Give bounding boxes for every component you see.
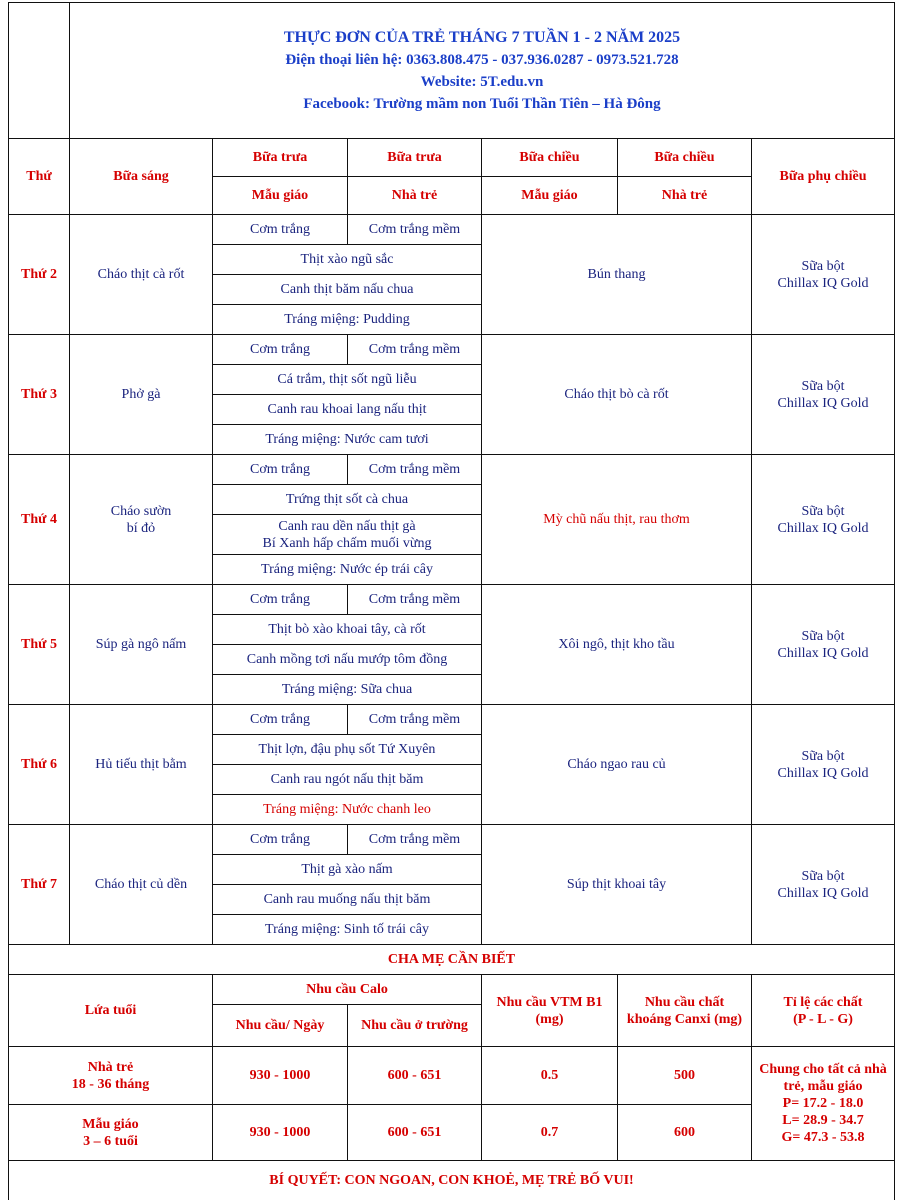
age-line-2: 3 – 6 tuổi — [83, 1133, 138, 1149]
main-dish: Thịt gà xào nấm — [213, 855, 482, 885]
header-cell — [70, 3, 895, 139]
rice-mg: Cơm trắng — [213, 455, 348, 485]
snack-line-2: Chillax IQ Gold — [777, 885, 869, 901]
col-afternoon-nt-sub: Nhà trẻ — [618, 177, 752, 215]
snack-line-1: Sữa bột — [801, 258, 845, 274]
age-line-2: 18 - 36 tháng — [71, 1076, 150, 1092]
rice-nt: Cơm trắng mềm — [348, 215, 482, 245]
ratio-label: Tỉ lệ các chất — [783, 994, 863, 1010]
breakfast-line-1: Cháo sườn — [110, 503, 172, 519]
dessert-dish: Tráng miệng: Pudding — [213, 305, 482, 335]
phone-line: Điện thoại liên hệ: 0363.808.475 - 037.936.0287 - 0973.521.728 — [285, 51, 679, 68]
dessert-dish: Tráng miệng: Sinh tố trái cây — [213, 915, 482, 945]
rice-mg: Cơm trắng — [213, 705, 348, 735]
rice-mg: Cơm trắng — [213, 335, 348, 365]
menu-table — [8, 2, 895, 1200]
snack-line-1: Sữa bột — [801, 503, 845, 519]
afternoon-cell: Súp thịt khoai tây — [482, 825, 752, 945]
day-cell: Thứ 4 — [9, 455, 70, 585]
per-day-value: 930 - 1000 — [213, 1047, 348, 1105]
col-at-school: Nhu cầu ở trường — [348, 1005, 482, 1047]
snack-cell — [752, 585, 895, 705]
menu-title: THỰC ĐƠN CỦA TRẺ THÁNG 7 TUẦN 1 - 2 NĂM 2025 — [283, 28, 681, 46]
soup-dish — [213, 515, 482, 555]
canxi-unit: khoáng Canxi (mg) — [626, 1011, 743, 1027]
breakfast-cell: Hủ tiếu thịt bằm — [70, 705, 213, 825]
soup-line-1: Canh rau dền nấu thịt gà — [278, 518, 416, 534]
dessert-dish: Tráng miệng: Nước ép trái cây — [213, 555, 482, 585]
breakfast-cell: Súp gà ngô nấm — [70, 585, 213, 705]
col-ratio — [752, 975, 895, 1047]
day-cell: Thứ 7 — [9, 825, 70, 945]
snack-line-2: Chillax IQ Gold — [777, 395, 869, 411]
canxi-value: 500 — [618, 1047, 752, 1105]
breakfast-line-2: bí đỏ — [126, 520, 156, 536]
col-calo: Nhu cầu Calo — [213, 975, 482, 1005]
col-afternoon-mg: Bữa chiều — [482, 139, 618, 177]
age-line-1: Mẫu giáo — [82, 1116, 139, 1132]
snack-line-1: Sữa bột — [801, 378, 845, 394]
rice-mg: Cơm trắng — [213, 825, 348, 855]
per-day-value: 930 - 1000 — [213, 1105, 348, 1161]
breakfast-cell — [70, 455, 213, 585]
main-dish: Thịt xào ngũ sắc — [213, 245, 482, 275]
dessert-dish: Tráng miệng: Nước cam tươi — [213, 425, 482, 455]
day-cell: Thứ 5 — [9, 585, 70, 705]
snack-cell — [752, 335, 895, 455]
rice-mg: Cơm trắng — [213, 585, 348, 615]
afternoon-cell: Mỳ chũ nấu thịt, rau thơm — [482, 455, 752, 585]
ratio-note-1: Chung cho tất cả nhà — [759, 1062, 887, 1077]
rice-nt: Cơm trắng mềm — [348, 455, 482, 485]
main-dish: Thịt bò xào khoai tây, cà rốt — [213, 615, 482, 645]
main-dish: Thịt lợn, đậu phụ sốt Tứ Xuyên — [213, 735, 482, 765]
col-lunch-nt: Bữa trưa — [348, 139, 482, 177]
vtm-unit: (mg) — [535, 1011, 564, 1027]
snack-line-1: Sữa bột — [801, 868, 845, 884]
soup-dish: Canh rau khoai lang nấu thịt — [213, 395, 482, 425]
afternoon-cell: Cháo thịt bò cà rốt — [482, 335, 752, 455]
parents-title: CHA MẸ CẦN BIẾT — [9, 945, 895, 975]
ratio-note-3: P= 17.2 - 18.0 — [782, 1096, 864, 1111]
snack-line-1: Sữa bột — [801, 748, 845, 764]
snack-line-2: Chillax IQ Gold — [777, 520, 869, 536]
col-per-day: Nhu cầu/ Ngày — [213, 1005, 348, 1047]
rice-nt: Cơm trắng mềm — [348, 335, 482, 365]
snack-cell — [752, 455, 895, 585]
day-cell: Thứ 6 — [9, 705, 70, 825]
col-vtm — [482, 975, 618, 1047]
canxi-label: Nhu cầu chất — [644, 994, 725, 1010]
col-lunch-mg-sub: Mẫu giáo — [213, 177, 348, 215]
day-cell: Thứ 3 — [9, 335, 70, 455]
afternoon-cell: Xôi ngô, thịt kho tầu — [482, 585, 752, 705]
soup-dish: Canh thịt băm nấu chua — [213, 275, 482, 305]
rice-nt: Cơm trắng mềm — [348, 825, 482, 855]
col-age: Lứa tuổi — [9, 975, 213, 1047]
vtm-label: Nhu cầu VTM B1 — [496, 994, 603, 1010]
main-dish: Trứng thịt sốt cà chua — [213, 485, 482, 515]
col-snack: Bữa phụ chiều — [752, 139, 895, 215]
snack-cell — [752, 705, 895, 825]
snack-cell — [752, 825, 895, 945]
soup-line-2: Bí Xanh hấp chấm muối vừng — [262, 535, 432, 551]
logo-cell — [9, 3, 70, 139]
ratio-note — [752, 1047, 895, 1161]
canxi-value: 600 — [618, 1105, 752, 1161]
col-afternoon-nt: Bữa chiều — [618, 139, 752, 177]
rice-nt: Cơm trắng mềm — [348, 705, 482, 735]
ratio-unit: (P - L - G) — [793, 1011, 853, 1027]
facebook-line: Facebook: Trường mầm non Tuổi Thần Tiên – Hà Đông — [303, 95, 661, 112]
snack-line-2: Chillax IQ Gold — [777, 275, 869, 291]
rice-mg: Cơm trắng — [213, 215, 348, 245]
ratio-note-4: L= 28.9 - 34.7 — [782, 1113, 864, 1128]
dessert-dish: Tráng miệng: Sữa chua — [213, 675, 482, 705]
vtm-value: 0.5 — [482, 1047, 618, 1105]
afternoon-cell: Bún thang — [482, 215, 752, 335]
soup-dish: Canh mồng tơi nấu mướp tôm đồng — [213, 645, 482, 675]
at-school-value: 600 - 651 — [348, 1047, 482, 1105]
col-day: Thứ — [9, 139, 70, 215]
soup-dish: Canh rau ngót nấu thịt băm — [213, 765, 482, 795]
col-canxi — [618, 975, 752, 1047]
snack-line-2: Chillax IQ Gold — [777, 645, 869, 661]
footer-slogan: BÍ QUYẾT: CON NGOAN, CON KHOẺ, MẸ TRẺ BỐ VUI! — [9, 1161, 895, 1200]
breakfast-cell: Phở gà — [70, 335, 213, 455]
age-line-1: Nhà trẻ — [87, 1059, 134, 1075]
age-kindergarten — [9, 1105, 213, 1161]
vtm-value: 0.7 — [482, 1105, 618, 1161]
snack-line-1: Sữa bột — [801, 628, 845, 644]
col-afternoon-mg-sub: Mẫu giáo — [482, 177, 618, 215]
website-line: Website: 5T.edu.vn — [420, 73, 544, 90]
snack-line-2: Chillax IQ Gold — [777, 765, 869, 781]
col-lunch-mg: Bữa trưa — [213, 139, 348, 177]
rice-nt: Cơm trắng mềm — [348, 585, 482, 615]
breakfast-cell: Cháo thịt cà rốt — [70, 215, 213, 335]
col-breakfast: Bữa sáng — [70, 139, 213, 215]
col-lunch-nt-sub: Nhà trẻ — [348, 177, 482, 215]
at-school-value: 600 - 651 — [348, 1105, 482, 1161]
afternoon-cell: Cháo ngao rau củ — [482, 705, 752, 825]
ratio-note-5: G= 47.3 - 53.8 — [781, 1130, 865, 1145]
dessert-dish: Tráng miệng: Nước chanh leo — [213, 795, 482, 825]
ratio-note-2: trẻ, mẫu giáo — [783, 1079, 863, 1094]
day-cell: Thứ 2 — [9, 215, 70, 335]
snack-cell — [752, 215, 895, 335]
breakfast-cell: Cháo thịt củ dền — [70, 825, 213, 945]
age-nursery — [9, 1047, 213, 1105]
main-dish: Cá trắm, thịt sốt ngũ liễu — [213, 365, 482, 395]
soup-dish: Canh rau muống nấu thịt băm — [213, 885, 482, 915]
